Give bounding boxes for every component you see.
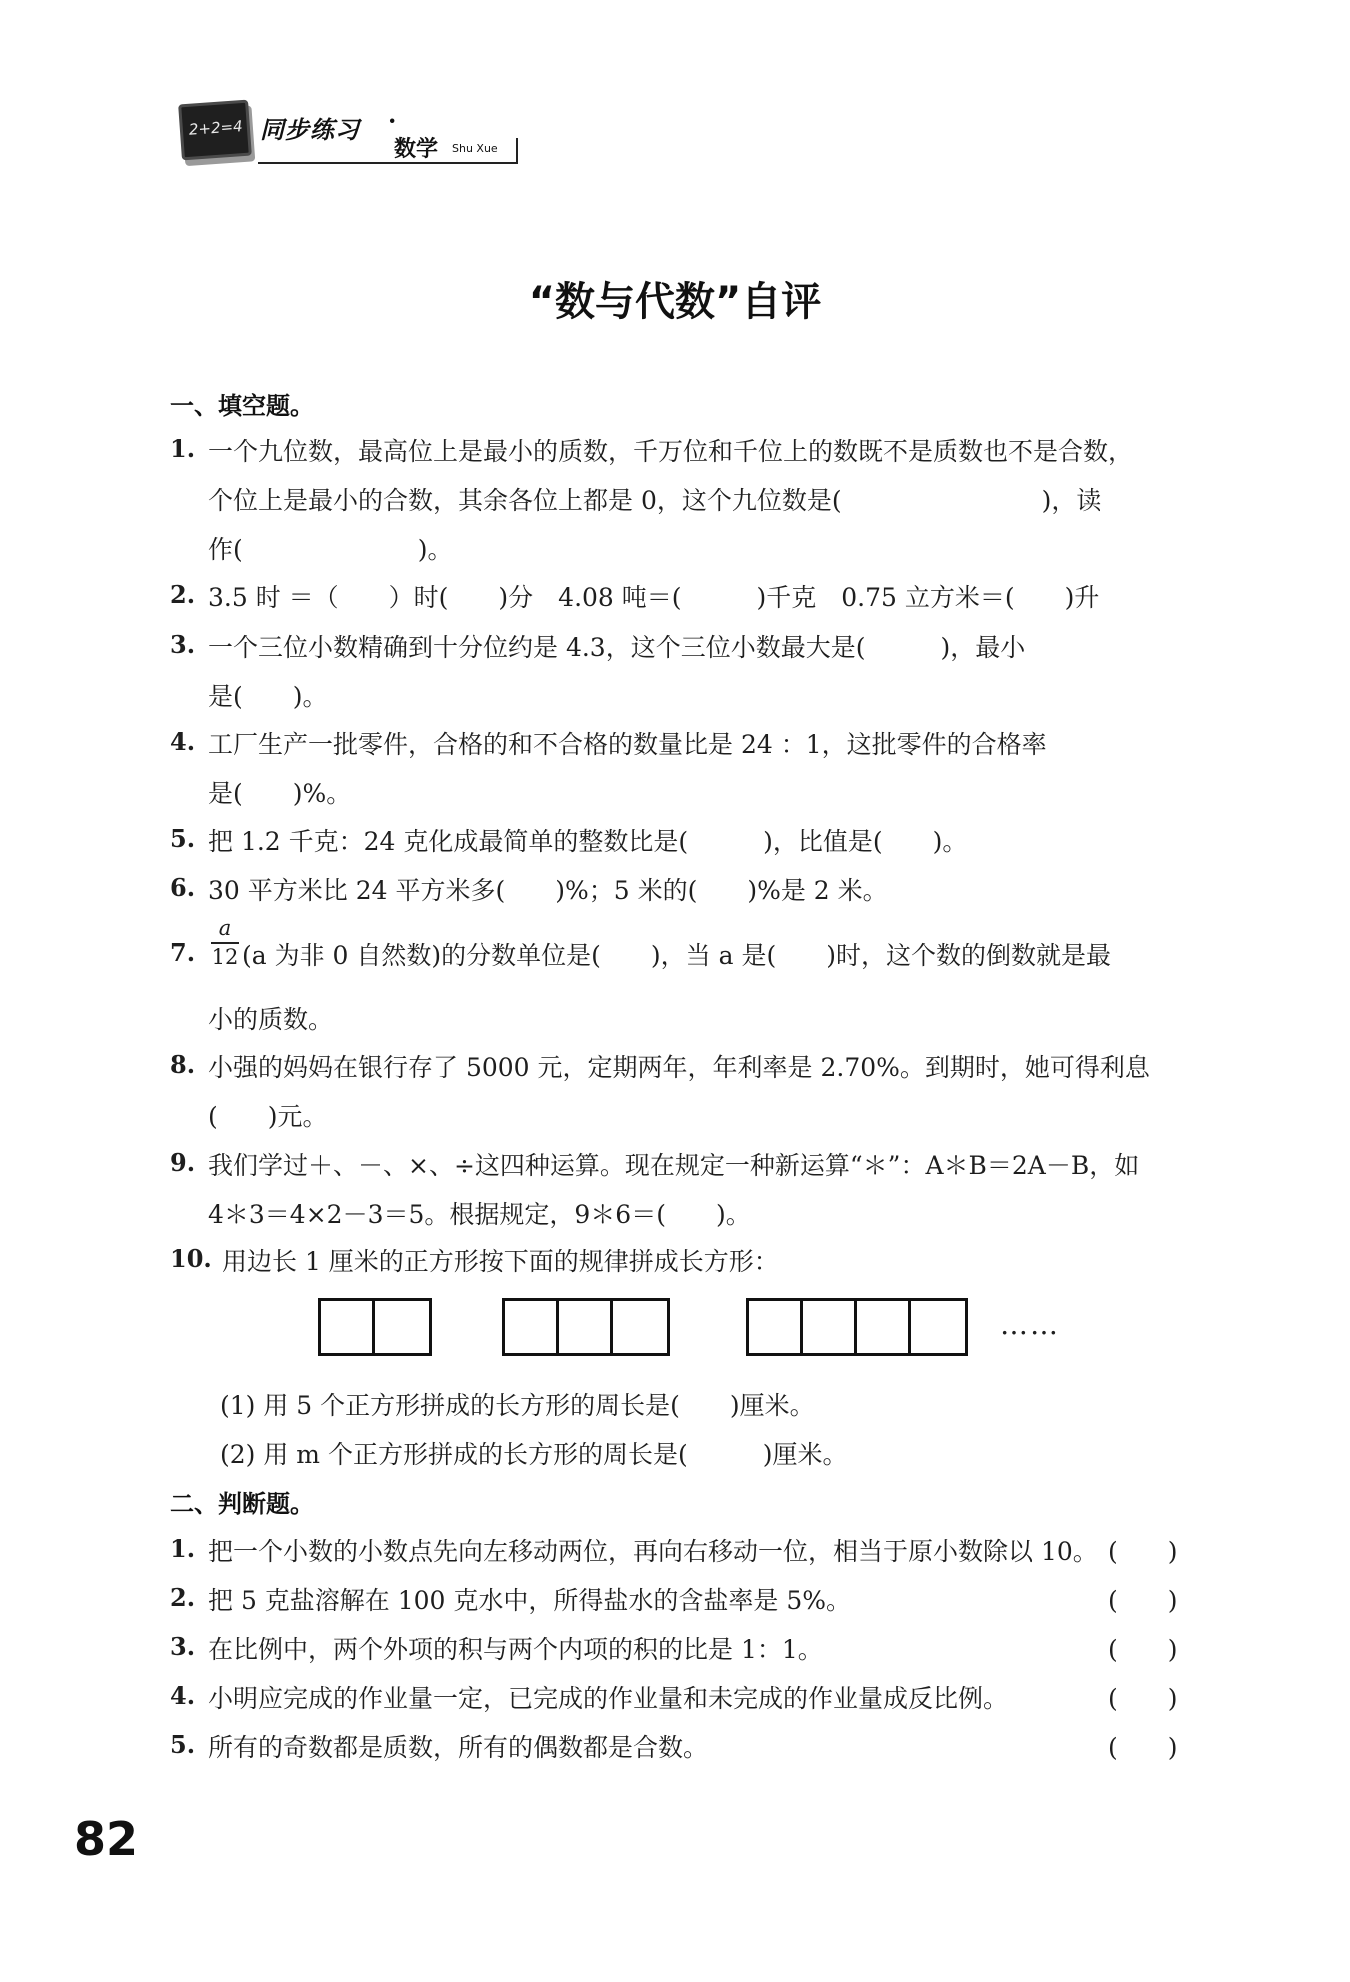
question-text: 把 5 克盐溶解在 100 克水中，所得盐水的含盐率是 5%。 (208, 1586, 852, 1615)
unit-square (749, 1301, 803, 1353)
unit-square (559, 1301, 613, 1353)
unit-square (613, 1301, 667, 1353)
question-text: 一个九位数，最高位上是最小的质数，千万位和千位上的数既不是质数也不是合数， (208, 437, 1134, 466)
series-title: 同步练习 (260, 116, 360, 144)
question-number: 8. (170, 1050, 196, 1079)
square-row (502, 1298, 670, 1356)
question-text: 用边长 1 厘米的正方形按下面的规律拼成长方形： (222, 1247, 779, 1276)
subject-label: 数学 (394, 137, 439, 162)
section-heading-fill-in: 一、填空题。 (170, 392, 314, 420)
unit-square (321, 1301, 375, 1353)
question-number: 1. (170, 434, 196, 463)
question-text: ( )元。 (208, 1102, 328, 1131)
fraction-denominator: 12 (211, 945, 239, 969)
answer-parentheses[interactable]: ( ) (1108, 1733, 1178, 1762)
question-number: 3. (170, 630, 196, 659)
question-text: 我们学过＋、－、×、÷这四种运算。现在规定一种新运算“＊”：A＊B＝2A－B，如 (208, 1151, 1140, 1180)
header-rule (258, 162, 518, 164)
header-dot: · (388, 106, 397, 135)
question-text: 所有的奇数都是质数，所有的偶数都是合数。 (208, 1733, 709, 1762)
question-number: 3. (170, 1632, 196, 1661)
question-number: 4. (170, 1681, 196, 1710)
unit-square (505, 1301, 559, 1353)
question-text: (a 为非 0 自然数)的分数单位是( )，当 a 是( )时，这个数的倒数就是最 (242, 941, 1111, 970)
fraction-bar (211, 942, 239, 944)
question-text: 小的质数。 (208, 1005, 334, 1034)
question-number: 5. (170, 1730, 196, 1759)
question-text: 作( )。 (208, 535, 453, 564)
unit-square (857, 1301, 911, 1353)
question-text: 是( )%。 (208, 779, 352, 808)
unit-square (803, 1301, 857, 1353)
book-header (162, 92, 522, 172)
chalkboard-text: 2+2=4 (188, 117, 244, 139)
header-tick (516, 138, 518, 164)
question-text: 个位上是最小的合数，其余各位上都是 0，这个九位数是( )，读 (208, 486, 1102, 515)
sub-question-text: (2) 用 m 个正方形拼成的长方形的周长是( )厘米。 (220, 1440, 848, 1469)
answer-parentheses[interactable]: ( ) (1108, 1537, 1178, 1566)
square-row (318, 1298, 432, 1356)
question-number: 4. (170, 727, 196, 756)
question-text: 30 平方米比 24 平方米多( )%；5 米的( )%是 2 米。 (208, 876, 888, 905)
fraction-numerator: a (218, 916, 232, 940)
page-number: 82 (74, 1812, 139, 1866)
sub-question-text: (1) 用 5 个正方形拼成的长方形的周长是( )厘米。 (220, 1391, 815, 1420)
question-text: 把 1.2 千克：24 克化成最简单的整数比是( )，比值是( )。 (208, 827, 968, 856)
section-heading-true-false: 二、判断题。 (170, 1490, 314, 1518)
question-number: 7. (170, 938, 196, 967)
question-number: 9. (170, 1148, 196, 1177)
question-text: 小明应完成的作业量一定，已完成的作业量和未完成的作业量成反比例。 (208, 1684, 1009, 1713)
question-number: 6. (170, 873, 196, 902)
answer-parentheses[interactable]: ( ) (1108, 1586, 1178, 1615)
ellipsis: …… (1000, 1308, 1060, 1341)
question-number: 2. (170, 1583, 196, 1612)
question-number: 10. (170, 1244, 212, 1273)
question-number: 1. (170, 1534, 196, 1563)
question-number: 5. (170, 824, 196, 853)
question-text: 工厂生产一批零件，合格的和不合格的数量比是 24 ：1，这批零件的合格率 (208, 730, 1047, 759)
question-text: 3.5 时 ＝（ ）时( )分 4.08 吨＝( )千克 0.75 立方米＝( )升 (208, 583, 1100, 612)
unit-square (375, 1301, 429, 1353)
page-title: “数与代数”自评 (528, 279, 822, 325)
unit-square (911, 1301, 965, 1353)
question-text: 4＊3＝4×2－3＝5。根据规定，9＊6＝( )。 (208, 1200, 751, 1229)
question-text: 一个三位小数精确到十分位约是 4.3，这个三位小数最大是( )，最小 (208, 633, 1026, 662)
subject-pinyin: Shu Xue (452, 142, 498, 155)
question-text: 小强的妈妈在银行存了 5000 元，定期两年，年利率是 2.70%。到期时，她可得利息 (208, 1053, 1150, 1082)
answer-parentheses[interactable]: ( ) (1108, 1635, 1178, 1664)
fraction (210, 918, 240, 968)
square-row (746, 1298, 968, 1356)
question-text: 在比例中，两个外项的积与两个内项的积的比是 1：1。 (208, 1635, 823, 1664)
question-number: 2. (170, 580, 196, 609)
answer-parentheses[interactable]: ( ) (1108, 1684, 1178, 1713)
chalkboard-icon (178, 100, 252, 161)
question-text: 是( )。 (208, 682, 328, 711)
question-text: 把一个小数的小数点先向左移动两位，再向右移动一位，相当于原小数除以 10。 (208, 1537, 1098, 1566)
